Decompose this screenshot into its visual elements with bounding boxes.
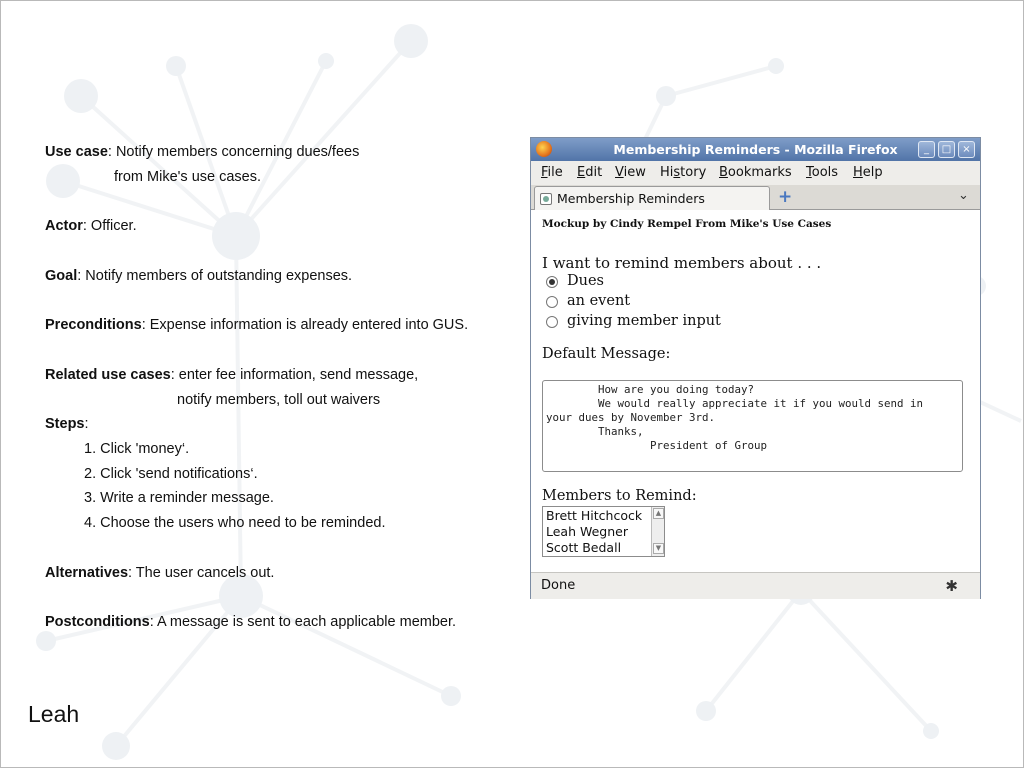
actor-text: : Officer.: [82, 218, 137, 234]
actor-line: [45, 218, 137, 234]
menu-bar: [531, 161, 980, 185]
related-use-cases-line: [45, 367, 418, 383]
scroll-up-icon[interactable]: ▲: [653, 508, 664, 519]
use-case-line: [45, 144, 359, 160]
menu-edit[interactable]: Edit: [577, 165, 603, 180]
scroll-down-icon[interactable]: ▼: [653, 543, 664, 554]
menu-help[interactable]: Help: [853, 165, 883, 180]
maximize-icon[interactable]: □: [938, 141, 955, 158]
listbox-scrollbar[interactable]: [651, 507, 664, 556]
step-item: 4. Choose the users who need to be reminded.: [84, 515, 386, 531]
menu-bookmarks[interactable]: Bookmarks: [719, 165, 792, 180]
default-message-textarea[interactable]: How are you doing today? We would really appreciate it if you would send in your dues by November 3rd. Thanks, President of Group: [542, 380, 963, 472]
firefox-window: [530, 137, 981, 599]
radio-button[interactable]: [546, 316, 558, 328]
actor-label: Actor: [45, 218, 83, 234]
alternatives-text: : The user cancels out.: [128, 565, 275, 581]
step-item: 3. Write a reminder message.: [84, 490, 274, 506]
new-tab-icon[interactable]: +: [778, 187, 793, 207]
list-item[interactable]: Brett Hitchcock: [546, 508, 643, 523]
related-use-cases-label: Related use cases: [45, 367, 171, 383]
preconditions-line: [45, 317, 468, 333]
steps-colon: :: [84, 416, 89, 432]
tab-membership-reminders[interactable]: [534, 186, 770, 210]
use-case-text: : Notify members concerning dues/fees: [107, 144, 360, 160]
members-to-remind-label: Members to Remind:: [542, 488, 697, 504]
postconditions-line: [45, 614, 456, 630]
window-title: Membership Reminders - Mozilla Firefox: [613, 142, 898, 157]
tab-bar: [531, 185, 980, 210]
radio-label: an event: [567, 293, 631, 309]
menu-history[interactable]: History: [660, 165, 707, 180]
list-item[interactable]: Leah Wegner: [546, 524, 628, 539]
menu-file[interactable]: File: [541, 165, 563, 180]
preconditions-label: Preconditions: [45, 317, 142, 333]
tab-label: Membership Reminders: [557, 191, 705, 206]
step-item: 1. Click 'money‘.: [84, 441, 190, 457]
related-use-cases-continuation: notify members, toll out waivers: [177, 392, 381, 408]
mockup-credit: Mockup by Cindy Rempel From Mike's Use Cases: [542, 218, 832, 230]
reminder-question: I want to remind members about . . .: [542, 254, 822, 272]
step-item: 2. Click 'send notifications‘.: [84, 466, 258, 482]
postconditions-label: Postconditions: [45, 614, 150, 630]
use-case-continuation: from Mike's use cases.: [114, 169, 262, 185]
alternatives-line: [45, 565, 274, 581]
minimize-icon[interactable]: _: [918, 141, 935, 158]
window-titlebar[interactable]: [531, 138, 980, 161]
status-bar: [531, 572, 980, 599]
goal-line: [45, 268, 352, 284]
members-listbox[interactable]: [542, 506, 665, 557]
radio-label: giving member input: [567, 313, 721, 329]
postconditions-text: : A message is sent to each applicable member.: [149, 614, 457, 630]
status-text: Done: [541, 578, 576, 593]
goal-label: Goal: [45, 268, 78, 284]
use-case-label: Use case: [45, 144, 108, 160]
steps-label: Steps: [45, 416, 85, 432]
goal-text: : Notify members of outstanding expenses.: [77, 268, 353, 284]
bug-icon: ✱: [945, 577, 958, 595]
steps-line: [45, 416, 89, 432]
page-icon: [540, 193, 552, 205]
close-icon[interactable]: ×: [958, 141, 975, 158]
related-use-cases-text: : enter fee information, send message,: [170, 367, 419, 383]
page-content: [531, 210, 980, 572]
radio-button[interactable]: [546, 296, 558, 308]
presenter-name: Leah: [28, 701, 80, 727]
menu-tools[interactable]: Tools: [806, 165, 839, 180]
tab-list-chevron-icon[interactable]: ⌄: [958, 188, 969, 203]
radio-label: Dues: [567, 273, 604, 289]
preconditions-text: : Expense information is already entered into GUS.: [141, 317, 469, 333]
menu-view[interactable]: View: [615, 165, 646, 180]
default-message-label: Default Message:: [542, 346, 671, 362]
list-item[interactable]: Scott Bedall: [546, 540, 622, 555]
alternatives-label: Alternatives: [45, 565, 129, 581]
radio-button-selected[interactable]: [546, 276, 558, 288]
